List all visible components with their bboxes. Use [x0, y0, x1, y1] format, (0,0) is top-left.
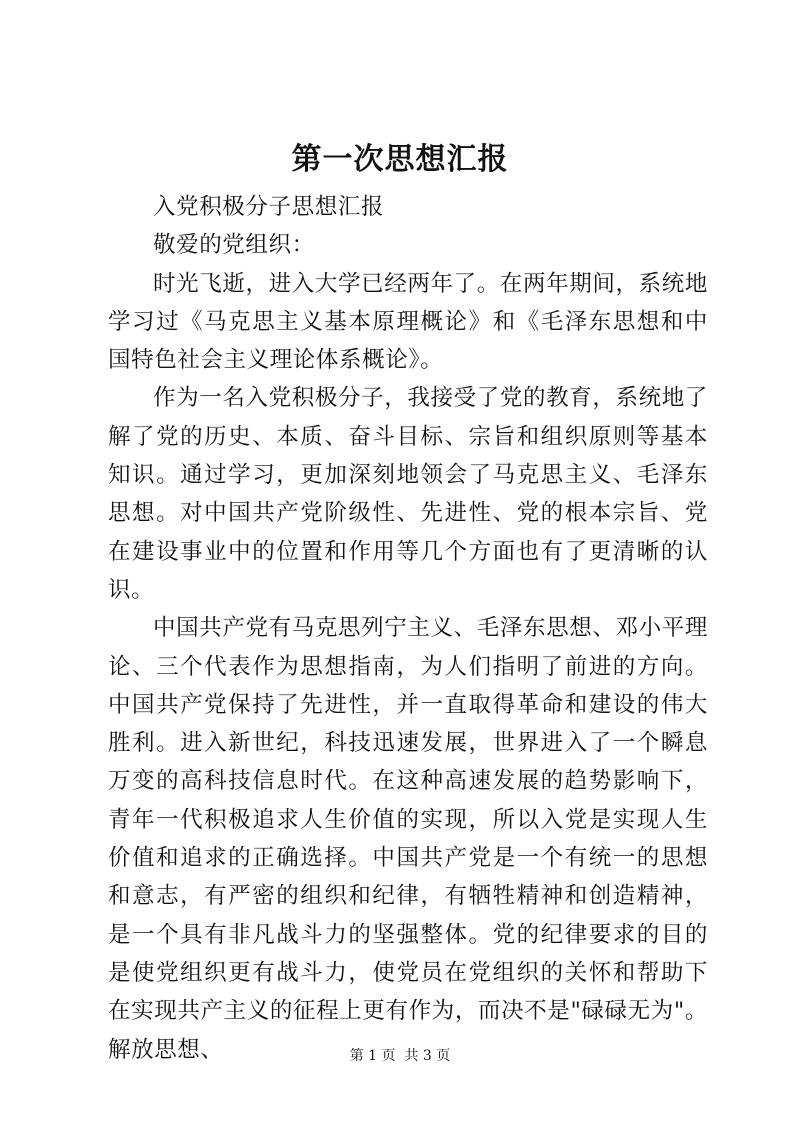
document-title: 第一次思想汇报	[291, 142, 509, 177]
paragraph-2: 作为一名入党积极分子，我接受了党的教育，系统地了解了党的历史、本质、奋斗目标、宗旨和组织原则等基本知识。通过学习，更加深刻地领会了马克思主义、毛泽东思想。对中国共产党阶级性、先进性、党的根本宗旨、党在建设事业中的位置和作用等几个方面也有了更清晰的认识。	[108, 385, 708, 603]
paragraph-subtitle: 入党积极分子思想汇报	[153, 194, 385, 220]
page-number-current: 第 1 页	[349, 1048, 396, 1064]
document-body	[108, 188, 708, 1069]
paragraph-1: 时光飞逝，进入大学已经两年了。在两年期间，系统地学习过《马克思主义基本原理概论》和《毛泽东思想和中国特色社会主义理论体系概论》。	[108, 270, 708, 374]
page-number-total: 共 3 页	[404, 1048, 451, 1064]
paragraph-3: 中国共产党有马克思列宁主义、毛泽东思想、邓小平理论、三个代表作为思想指南，为人们指明了前进的方向。中国共产党保持了先进性，并一直取得革命和建设的伟大胜利。进入新世纪，科技迅速发展，世界进入了一个瞬息万变的高科技信息时代。在这种高速发展的趋势影响下，青年一代积极追求人生价值的实现，所以入党是实现人生价值和追求的正确选择。中国共产党是一个有统一的思想和意志，有严密的组织和纪律，有牺牲精神和创造精神，是一个具有非凡战斗力的坚强整体。党的纪律要求的目的是使党组织更有战斗力，使党员在党组织的关怀和帮助下在实现共产主义的征程上更有作为，而决不是"碌碌无为"。解放思想、	[108, 615, 708, 1063]
paragraph-salutation: 敬爱的党组织：	[153, 232, 315, 259]
page-footer	[0, 1046, 800, 1066]
